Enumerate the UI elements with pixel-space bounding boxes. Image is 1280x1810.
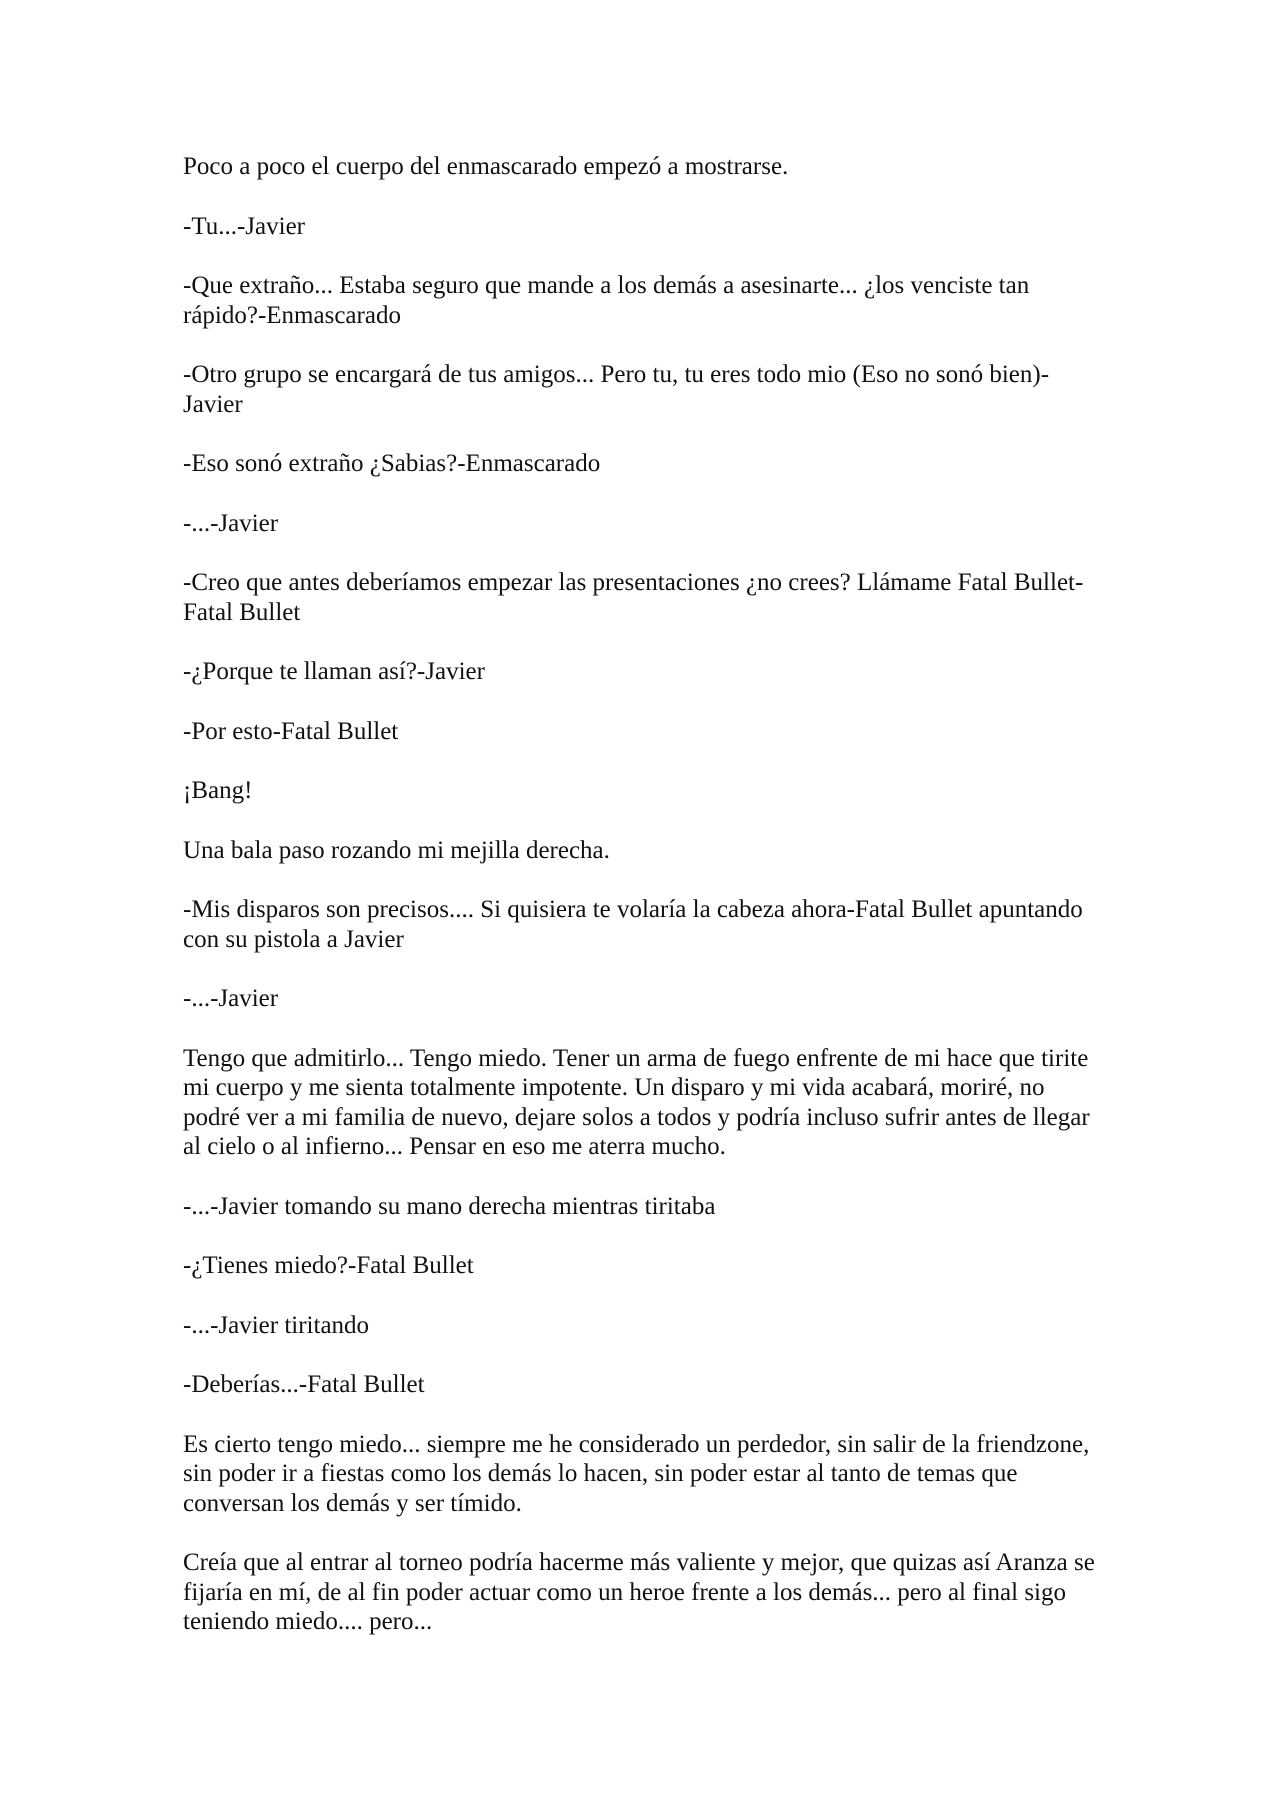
paragraph: Una bala paso rozando mi mejilla derecha. <box>183 836 610 864</box>
document-body <box>183 152 1103 1667</box>
paragraph: ¡Bang! <box>183 777 253 804</box>
paragraph: -¿Tienes miedo?-Fatal Bullet <box>183 1252 474 1279</box>
paragraph: -...-Javier tiritando <box>183 1311 370 1339</box>
paragraph: -¿Porque te llaman así?-Javier <box>183 658 485 685</box>
paragraph: Creía que al entrar al torneo podría hacerme más valiente y mejor, que quizas así Aranza se fijaría en mí, de al fin poder actuar como un heroe frente a los demás... pero al final sigo teniendo miedo.... pero... <box>183 1549 1095 1635</box>
paragraph: -Mis disparos son precisos.... Si quisiera te volaría la cabeza ahora-Fatal Bullet apuntando con su pistola a Javier <box>183 896 1083 953</box>
paragraph: -Por esto-Fatal Bullet <box>183 717 399 745</box>
paragraph: -Eso sonó extraño ¿Sabias?-Enmascarado <box>183 450 601 477</box>
paragraph: -...-Javier <box>183 509 279 537</box>
paragraph: -Deberías...-Fatal Bullet <box>183 1371 425 1398</box>
paragraph: Es cierto tengo miedo... siempre me he considerado un perdedor, sin salir de la friendzone, sin poder ir a fiestas como los demás lo hacen, sin poder estar al tanto de temas que conversan los demás y ser tímido. <box>183 1430 1090 1517</box>
paragraph: -...-Javier tomando su mano derecha mientras tiritaba <box>183 1192 716 1220</box>
paragraph: -...-Javier <box>183 985 279 1012</box>
paragraph: Tengo que admitirlo... Tengo miedo. Tener un arma de fuego enfrente de mi hace que tirite mi cuerpo y me sienta totalmente impotente. Un disparo y mi vida acabará, moriré, no podré ver a mi familia de nuevo, dejare solos a todos y podría incluso sufrir antes de llegar al cielo o al infierno... Pensar en eso me aterra mucho. <box>183 1044 1090 1160</box>
paragraph: -Que extraño... Estaba seguro que mande a los demás a asesinarte... ¿los venciste tan rápido?-Enmascarado <box>183 272 1030 329</box>
paragraph: -Tu...-Javier <box>183 212 305 240</box>
paragraph: -Otro grupo se encargará de tus amigos... Pero tu, tu eres todo mio (Eso no sonó bien)-Javier <box>183 361 1050 418</box>
paragraph: Poco a poco el cuerpo del enmascarado empezó a mostrarse. <box>183 153 789 180</box>
paragraph: -Creo que antes deberíamos empezar las presentaciones ¿no crees? Llámame Fatal Bullet-Fatal Bullet <box>183 569 1084 626</box>
